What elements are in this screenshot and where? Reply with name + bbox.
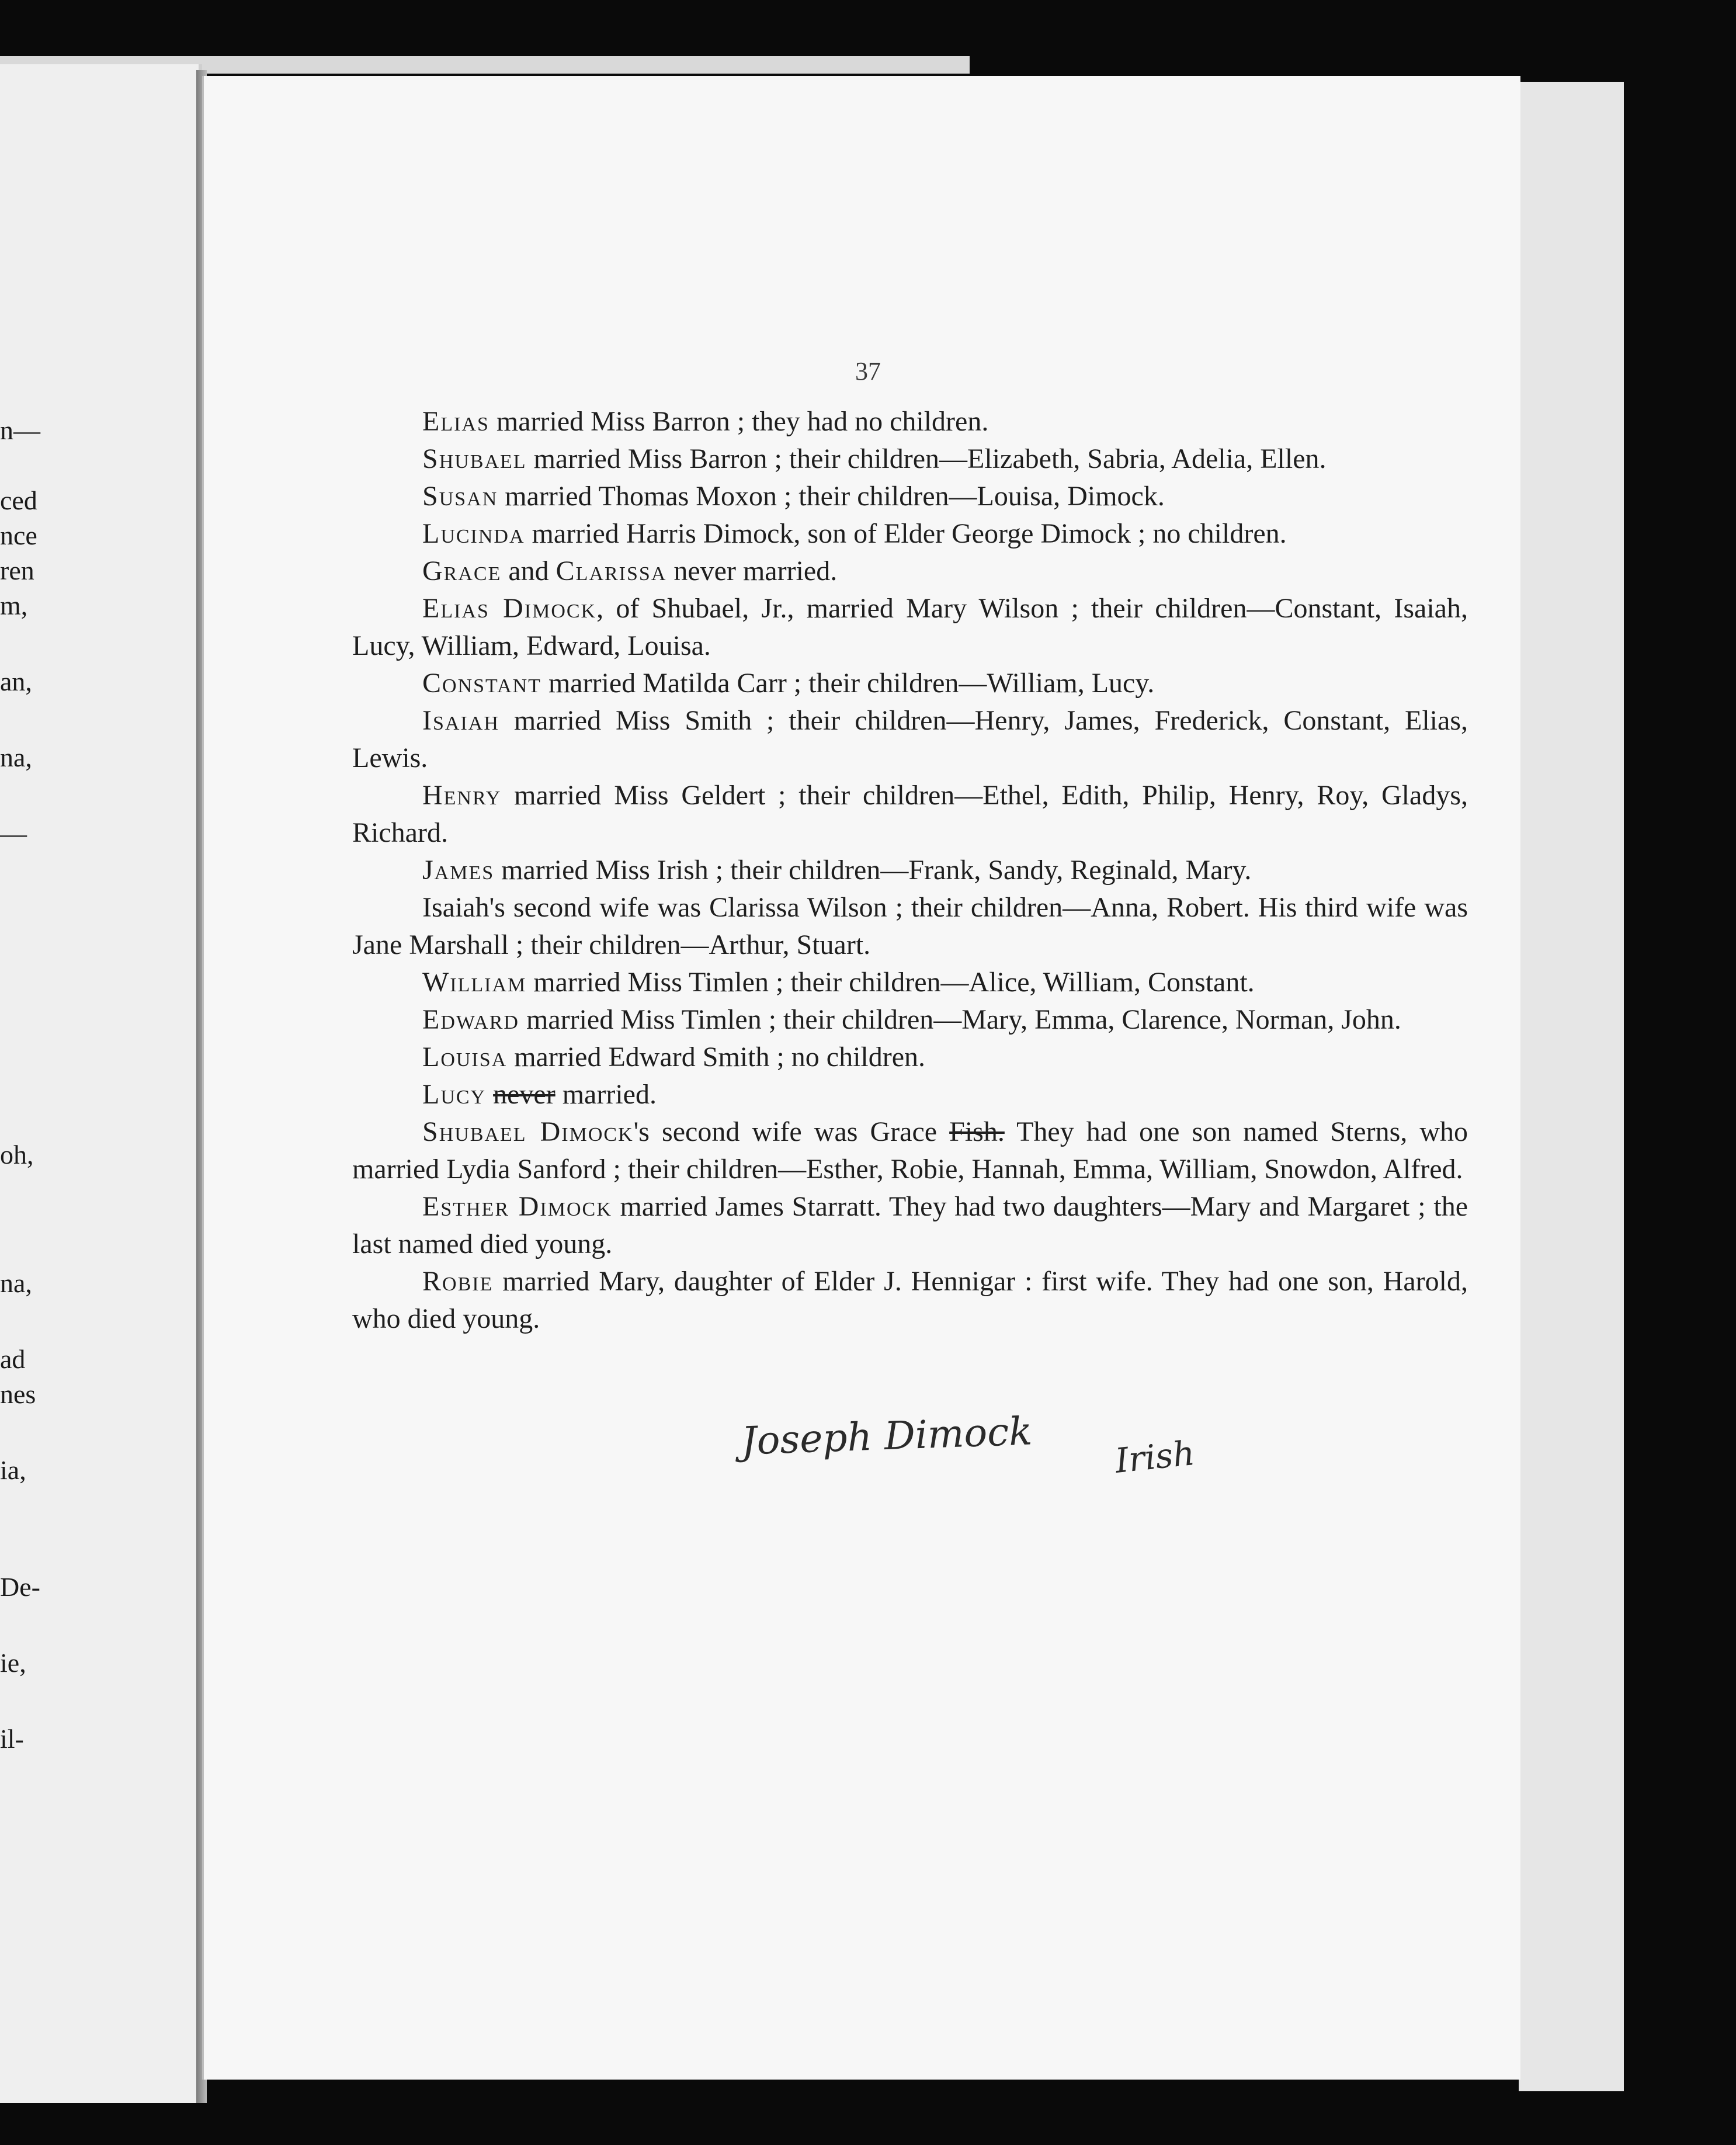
left-fragment: na, [0, 1268, 32, 1298]
person-name: Louisa [422, 1042, 508, 1072]
paragraph-text: married James Starratt. They had two daughters—Mary and Margaret ; the last named died young. [352, 1191, 1468, 1259]
paragraph [352, 478, 1468, 515]
paragraph-text: They had one son named Sterns, who married Lydia Sanford ; their children—Esther, Robie, Hannah, Emma, William, Snowdon, Alfred. [352, 1116, 1468, 1185]
left-fragment: ren [0, 556, 34, 585]
handwritten-annotation: Joseph Dimock [740, 1408, 1033, 1464]
struck-text: never [493, 1079, 555, 1110]
person-name: Elias Dimock [422, 593, 597, 624]
person-name: Constant [422, 668, 541, 699]
page-number: 37 [855, 357, 881, 386]
page-edge [1519, 82, 1624, 2091]
left-page [0, 64, 202, 2103]
person-name: Esther Dimock [422, 1191, 612, 1222]
paragraph [352, 515, 1468, 553]
paragraph-text: married Miss Barron ; they had no children. [489, 406, 989, 437]
paragraph-text: married Mary, daughter of Elder J. Hennigar : first wife. They had one son, Harold, who died young. [352, 1266, 1468, 1334]
left-fragment: ad [0, 1344, 26, 1374]
left-fragment: n— [0, 415, 40, 445]
paragraph-text: married Edward Smith ; no children. [507, 1042, 926, 1072]
left-fragment: na, [0, 742, 32, 772]
struck-text: Fish. [949, 1116, 1005, 1147]
person-name: Shubael [422, 443, 527, 474]
paragraph [352, 1263, 1468, 1338]
paragraph [352, 1188, 1468, 1263]
paragraph-text: never married. [666, 556, 838, 586]
person-name: Shubael Dimock [422, 1116, 634, 1147]
paragraph [352, 403, 1468, 440]
left-fragment: ia, [0, 1455, 26, 1485]
paragraph-text: married Matilda Carr ; their children—William, Lucy. [541, 668, 1155, 699]
left-fragment: De- [0, 1572, 40, 1602]
paragraph [352, 1039, 1468, 1076]
paragraph [352, 1076, 1468, 1113]
paragraph [352, 852, 1468, 889]
person-name: Edward [422, 1004, 519, 1035]
paragraph [352, 665, 1468, 702]
left-fragment: m, [0, 591, 28, 620]
left-fragment: nes [0, 1379, 36, 1409]
paragraph-text: married Miss Geldert ; their children—Ethel, Edith, Philip, Henry, Roy, Gladys, Richard. [352, 780, 1468, 848]
person-name: Lucinda [422, 518, 525, 549]
person-name: Susan [422, 481, 498, 512]
paragraph-text: married Harris Dimock, son of Elder George Dimock ; no children. [525, 518, 1287, 549]
paragraph [352, 702, 1468, 777]
left-fragment: ced [0, 485, 37, 515]
left-fragment: nce [0, 520, 37, 550]
left-fragment: an, [0, 667, 32, 696]
paragraph [352, 964, 1468, 1001]
right-page [202, 76, 1520, 2080]
paragraph [352, 777, 1468, 852]
left-fragment: oh, [0, 1140, 34, 1169]
paragraph [352, 553, 1468, 590]
person-name: Robie [422, 1266, 494, 1297]
person-name: Clarissa [555, 556, 667, 586]
paragraph-text: married Miss Timlen ; their children—Alice, William, Constant. [526, 967, 1255, 998]
paragraph [352, 1113, 1468, 1188]
left-fragment: — [0, 818, 27, 848]
paragraph-text: 's second wife was Grace [633, 1116, 950, 1147]
person-name: Henry [422, 780, 502, 811]
paragraph-text: married. [555, 1079, 657, 1110]
person-name: Isaiah [422, 705, 499, 736]
paragraph-text: , of Shubael, Jr., married Mary Wilson ; their children—Constant, Isaiah, Lucy, William, Edward, Louisa. [352, 593, 1468, 661]
paragraph [352, 1001, 1468, 1039]
paragraph-text: Isaiah's second wife was Clarissa Wilson ; their children—Anna, Robert. His third wife was Jane Marshall ; their children—Arthur, Stuart. [352, 892, 1468, 960]
paragraph [352, 590, 1468, 665]
person-name: Grace [422, 556, 502, 586]
genealogy-text [352, 403, 1468, 1338]
paragraph-text: married Thomas Moxon ; their children—Louisa, Dimock. [498, 481, 1165, 512]
paragraph-text: married Miss Irish ; their children—Frank, Sandy, Reginald, Mary. [494, 855, 1252, 886]
person-name: Elias [422, 406, 489, 437]
paragraph-text: married Miss Barron ; their children—Elizabeth, Sabria, Adelia, Ellen. [526, 443, 1327, 474]
left-fragment: il- [0, 1724, 24, 1754]
person-name: William [422, 967, 527, 998]
person-name: James [422, 855, 495, 886]
handwritten-annotation: Irish [1113, 1433, 1197, 1481]
paragraph-text: and [501, 556, 556, 586]
left-fragment: ie, [0, 1648, 26, 1678]
paragraph [352, 889, 1468, 964]
person-name: Lucy [422, 1079, 487, 1110]
paragraph-text: married Miss Timlen ; their children—Mary, Emma, Clarence, Norman, John. [519, 1004, 1401, 1035]
paragraph-text: married Miss Smith ; their children—Henry, James, Frederick, Constant, Elias, Lewis. [352, 705, 1468, 773]
paragraph [352, 440, 1468, 478]
